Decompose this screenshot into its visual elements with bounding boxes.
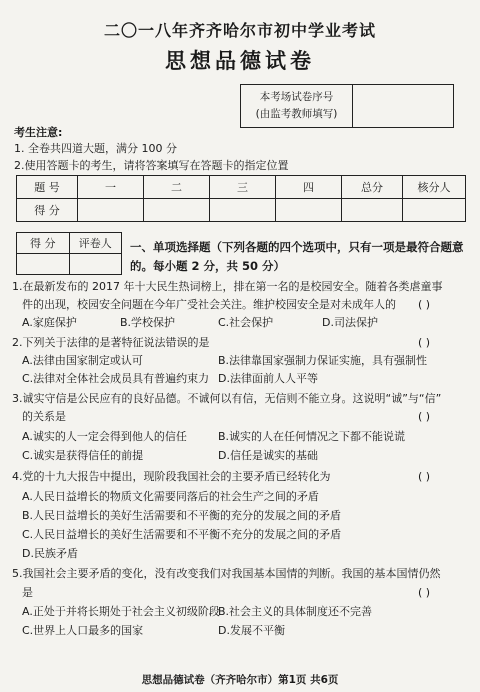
q5-option-d: D.发展不平衡	[218, 624, 285, 637]
seat-number-label	[241, 85, 353, 127]
grader-table	[16, 232, 122, 275]
q3-answer-paren: ( )	[418, 410, 431, 423]
score-blank-cell	[342, 199, 403, 222]
q4-stem: 4.党的十九大报告中提出，现阶段我国社会的主要矛盾已经转化为	[12, 470, 331, 483]
q2-stem: 2.下列关于法律的是著特征说法错误的是	[12, 336, 210, 349]
q1-option-a: A.家庭保护	[22, 316, 77, 329]
q2-option-b: B.法律靠国家强制力保证实施，具有强制性	[218, 354, 428, 367]
q5-stem-line2: 是	[22, 586, 33, 599]
notice-item-2: 2.使用答题卡的考生，请将答案填写在答题卡的指定位置	[14, 159, 289, 172]
q5-option-c: C.世界上人口最多的国家	[22, 624, 144, 637]
q2-option-a: A.法律由国家制定或认可	[22, 354, 143, 367]
q1-option-c: C.社会保护	[218, 316, 274, 329]
score-table	[16, 175, 466, 222]
score-blank-cell	[144, 199, 210, 222]
grader-blank-cell	[69, 254, 122, 275]
q2-option-c: C.法律对全体社会成员具有普遍约束力	[22, 372, 210, 385]
section1-heading-line1: 一、单项选择题（下列各题的四个选项中，只有一项是最符合题意	[130, 240, 464, 254]
notice-item-1: 1. 全卷共四道大题，满分 100 分	[14, 142, 177, 155]
q3-option-d: D.信任是诚实的基础	[218, 449, 318, 462]
score-cell: 题 号	[17, 176, 78, 199]
score-table-score-row	[17, 199, 466, 222]
q1-option-d: D.司法保护	[322, 316, 378, 329]
q2-answer-paren: ( )	[418, 336, 431, 349]
q3-stem-line2: 的关系是	[22, 410, 66, 423]
q3-option-a: A.诚实的人一定会得到他人的信任	[22, 430, 187, 443]
section1-heading-line2: 的。每小题 2 分，共 50 分）	[130, 259, 286, 273]
score-cell: 总分	[342, 176, 403, 199]
score-table-header-row	[17, 176, 466, 199]
score-blank-cell	[403, 199, 466, 222]
q1-answer-paren: ( )	[418, 298, 431, 311]
score-blank-cell	[276, 199, 342, 222]
q5-answer-paren: ( )	[418, 586, 431, 599]
q4-option-d: D.民族矛盾	[22, 547, 78, 560]
seat-number-box	[240, 84, 454, 128]
q5-option-b: B.社会主义的具体制度还不完善	[218, 605, 373, 618]
score-cell: 四	[276, 176, 342, 199]
q4-option-a: A.人民日益增长的物质文化需要同落后的社会生产之间的矛盾	[22, 490, 319, 503]
grader-score-label: 得 分	[17, 233, 70, 254]
subject-title: 思想品德试卷	[165, 49, 315, 73]
grader-blank-cell	[17, 254, 70, 275]
q4-option-c: C.人民日益增长的美好生活需要和不平衡不充分的发展之间的矛盾	[22, 528, 342, 541]
notice-heading: 考生注意:	[14, 126, 63, 139]
exam-title: 二〇一八年齐齐哈尔市初中学业考试	[103, 21, 376, 40]
q1-option-b: B.学校保护	[120, 316, 176, 329]
score-cell: 核分人	[403, 176, 466, 199]
q5-stem-line1: 5.我国社会主要矛盾的变化，没有改变我们对我国基本国情的判断。我国的基本国情仍然	[12, 567, 441, 580]
score-cell: 三	[210, 176, 276, 199]
score-row-label: 得 分	[17, 199, 78, 222]
q3-option-c: C.诚实是获得信任的前提	[22, 449, 144, 462]
q3-stem-line1: 3.诚实守信是公民应有的良好品德。不诚何以有信，无信则不能立身。这说明“诚”与“信”	[12, 392, 442, 405]
page-footer: 思想品德试卷（齐齐哈尔市）第1页 共6页	[141, 674, 339, 686]
q2-option-d: D.法律面前人人平等	[218, 372, 318, 385]
seat-label-line1: 本考场试卷序号	[259, 91, 334, 103]
score-cell: 一	[78, 176, 144, 199]
score-blank-cell	[78, 199, 144, 222]
q3-option-b: B.诚实的人在任何情况之下都不能说谎	[218, 430, 406, 443]
q5-option-a: A.正处于并将长期处于社会主义初级阶段	[22, 605, 220, 618]
q1-stem-line2: 件的出现，校园安全问题在今年广受社会关注。维护校园安全是对未成年人的	[22, 298, 396, 311]
score-blank-cell	[210, 199, 276, 222]
q4-option-b: B.人民日益增长的美好生活需要和不平衡的充分的发展之间的矛盾	[22, 509, 342, 522]
q4-answer-paren: ( )	[418, 470, 431, 483]
q1-stem-line1: 1.在最新发布的 2017 年十大民生热词榜上，排在第一名的是校园安全。随着各类虐童事	[12, 280, 443, 293]
score-cell: 二	[144, 176, 210, 199]
grader-name-label: 评卷人	[69, 233, 122, 254]
seat-label-line2: (由监考教师填写)	[255, 108, 338, 120]
